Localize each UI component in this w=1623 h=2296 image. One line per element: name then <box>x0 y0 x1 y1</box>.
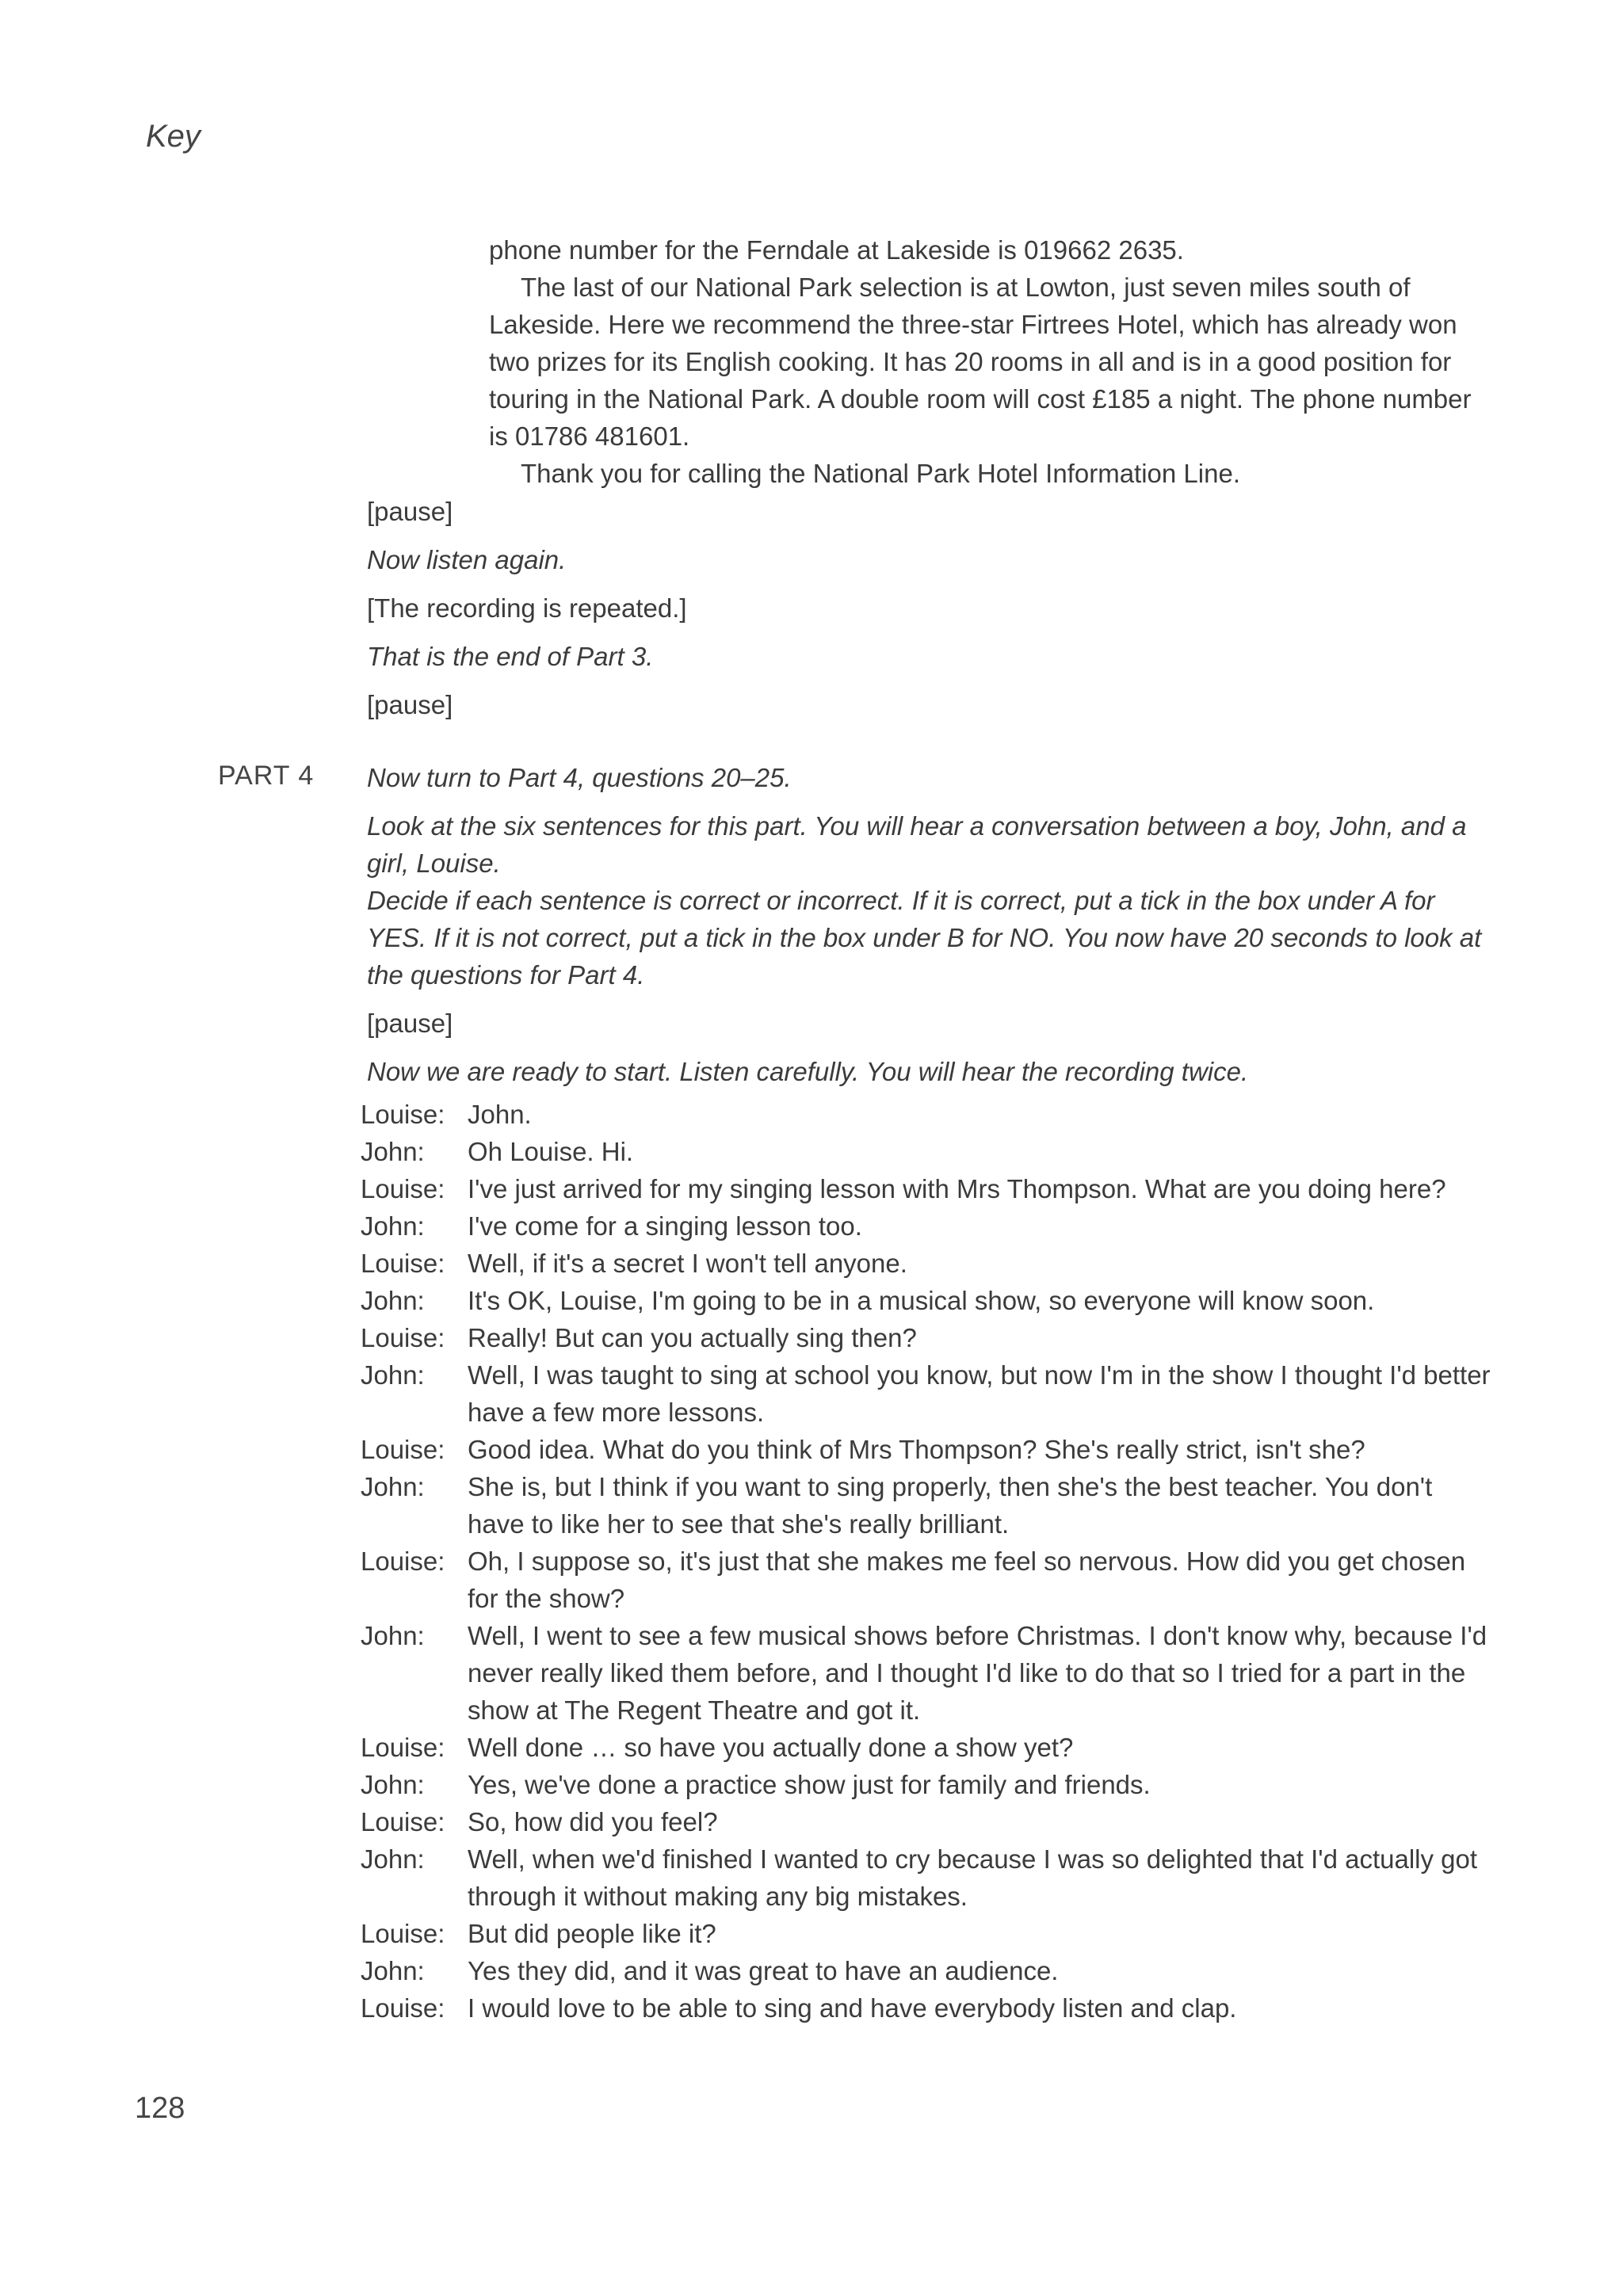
speaker-name: John: <box>361 1621 425 1650</box>
instruction-listen-again: Now listen again. <box>367 545 567 574</box>
dialogue-line <box>361 1207 1494 1245</box>
instruction-end-part3: That is the end of Part 3. <box>367 642 654 671</box>
speaker-name: Louise: <box>361 1249 445 1278</box>
narration-paragraph: The last of our National Park selection is at Lowton, just seven miles south of Lakeside. Here we recommend the three-star Firtrees Hotel, which has already won two prizes for its English cooking. It has 20 rooms in all and is in a good position for touring in the National Park. A double room will cost £185 a night. The phone number is 01786 481601. <box>489 273 1472 451</box>
part3-instructions <box>367 493 1492 734</box>
instruction-look-at: Look at the six sentences for this part. You will hear a conversation between a boy, John, and a girl, Louise. <box>367 811 1467 878</box>
stage-direction: [The recording is repeated.] <box>367 593 687 623</box>
dialogue-line <box>361 1543 1494 1617</box>
dialogue-line <box>361 1431 1494 1468</box>
speaker-name: John: <box>361 1360 425 1390</box>
instruction-block <box>367 807 1492 994</box>
speech-text: Well done … so have you actually done a show yet? <box>468 1733 1074 1762</box>
speaker-name: John: <box>361 1472 425 1501</box>
speech-text: John. <box>468 1100 532 1129</box>
instruction-turn-to: Now turn to Part 4, questions 20–25. <box>367 763 792 792</box>
speech-text: Well, when we'd finished I wanted to cry because I was so delighted that I'd actually got through it without making any big mistakes. <box>468 1844 1478 1911</box>
pause-marker: [pause] <box>367 497 453 526</box>
dialogue-transcript <box>361 1096 1494 2027</box>
speaker-name: Louise: <box>361 1993 445 2023</box>
dialogue-line <box>361 1915 1494 1952</box>
narration-line: phone number for the Ferndale at Lakeside is 019662 2635. <box>489 235 1184 265</box>
dialogue-line <box>361 1282 1494 1319</box>
part4-instructions <box>367 759 1492 1101</box>
dialogue-line <box>361 1952 1494 1989</box>
speaker-name: Louise: <box>361 1435 445 1464</box>
speaker-name: Louise: <box>361 1919 445 1948</box>
narration-paragraph: Thank you for calling the National Park Hotel Information Line. <box>521 459 1240 488</box>
speaker-name: Louise: <box>361 1100 445 1129</box>
dialogue-line <box>361 1245 1494 1282</box>
dialogue-line <box>361 1170 1494 1207</box>
running-header: Key <box>146 119 200 154</box>
speech-text: She is, but I think if you want to sing properly, then she's the best teacher. You don't have to like her to see that she's really brilliant. <box>468 1472 1433 1539</box>
dialogue-line <box>361 1468 1494 1543</box>
dialogue-line <box>361 1840 1494 1915</box>
speaker-name: John: <box>361 1286 425 1315</box>
speech-text: But did people like it? <box>468 1919 716 1948</box>
speaker-name: Louise: <box>361 1323 445 1352</box>
dialogue-line <box>361 1319 1494 1356</box>
speech-text: Well, I was taught to sing at school you know, but now I'm in the show I thought I'd better have a few more lessons. <box>468 1360 1491 1427</box>
dialogue-line <box>361 1356 1494 1431</box>
dialogue-line <box>361 1096 1494 1133</box>
dialogue-line <box>361 1617 1494 1729</box>
page-number: 128 <box>135 2092 185 2125</box>
speaker-name: John: <box>361 1844 425 1874</box>
speech-text: Good idea. What do you think of Mrs Thompson? She's really strict, isn't she? <box>468 1435 1365 1464</box>
dialogue-line <box>361 1803 1494 1840</box>
speaker-name: John: <box>361 1211 425 1241</box>
speech-text: Well, if it's a secret I won't tell anyone. <box>468 1249 907 1278</box>
speaker-name: John: <box>361 1956 425 1985</box>
speech-text: So, how did you feel? <box>468 1807 718 1836</box>
speech-text: Yes they did, and it was great to have an audience. <box>468 1956 1059 1985</box>
instruction-ready: Now we are ready to start. Listen carefully. You will hear the recording twice. <box>367 1057 1249 1086</box>
speaker-name: Louise: <box>361 1807 445 1836</box>
pause-marker: [pause] <box>367 690 453 719</box>
speaker-name: Louise: <box>361 1547 445 1576</box>
speech-text: Oh Louise. Hi. <box>468 1137 634 1166</box>
dialogue-line <box>361 1766 1494 1803</box>
speaker-name: Louise: <box>361 1174 445 1203</box>
hotel-narration <box>489 231 1487 492</box>
instruction-decide: Decide if each sentence is correct or incorrect. If it is correct, put a tick in the box under A for YES. If it is not correct, put a tick in the box under B for NO. You now have 20 seconds to look at the questions for Part 4. <box>367 886 1482 990</box>
dialogue-line <box>361 1729 1494 1766</box>
part4-label: PART 4 <box>218 761 315 791</box>
speech-text: I've just arrived for my singing lesson with Mrs Thompson. What are you doing here? <box>468 1174 1446 1203</box>
speech-text: Really! But can you actually sing then? <box>468 1323 917 1352</box>
dialogue-line <box>361 1989 1494 2027</box>
speech-text: Well, I went to see a few musical shows before Christmas. I don't know why, because I'd never really liked them before, and I thought I'd like to do that so I tried for a part in the show at The Regent Theatre and got it. <box>468 1621 1487 1725</box>
speech-text: Yes, we've done a practice show just for family and friends. <box>468 1770 1151 1799</box>
speaker-name: John: <box>361 1137 425 1166</box>
speaker-name: John: <box>361 1770 425 1799</box>
dialogue-line <box>361 1133 1494 1170</box>
speech-text: Oh, I suppose so, it's just that she makes me feel so nervous. How did you get chosen for the show? <box>468 1547 1466 1613</box>
speech-text: It's OK, Louise, I'm going to be in a musical show, so everyone will know soon. <box>468 1286 1375 1315</box>
speech-text: I would love to be able to sing and have everybody listen and clap. <box>468 1993 1237 2023</box>
speech-text: I've come for a singing lesson too. <box>468 1211 862 1241</box>
speaker-name: Louise: <box>361 1733 445 1762</box>
pause-marker: [pause] <box>367 1009 453 1038</box>
